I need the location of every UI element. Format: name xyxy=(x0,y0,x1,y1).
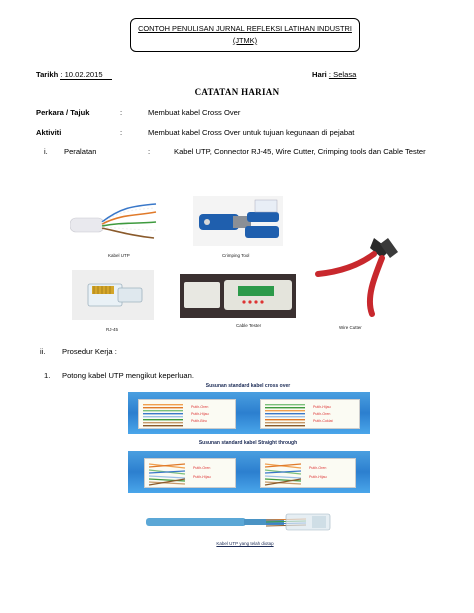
stripped-cable-image xyxy=(146,508,336,536)
step-1-number: 1. xyxy=(44,371,51,380)
svg-text:Putih-Oren: Putih-Oren xyxy=(313,412,331,416)
header-line-1: CONTOH PENULISAN JURNAL REFLEKSI LATIHAN INDUSTRI xyxy=(138,24,352,33)
straight-left-card xyxy=(144,458,236,488)
peralatan-number: i. xyxy=(44,147,48,156)
perkara-label: Perkara / Tajuk xyxy=(36,108,90,117)
caption-cutter: Wire Cutter xyxy=(339,325,362,330)
aktiviti-value: Membuat kabel Cross Over untuk tujuan kegunaan di pejabat xyxy=(148,128,355,137)
crossover-diagram xyxy=(128,392,370,434)
step-1-text: Potong kabel UTP mengikut keperluan. xyxy=(62,371,194,380)
wire-cutter-image xyxy=(312,232,408,320)
svg-text:Putih-Hijau: Putih-Hijau xyxy=(313,405,331,409)
rj45-image xyxy=(72,270,154,320)
svg-text:Putih-Oren: Putih-Oren xyxy=(309,466,327,470)
hari-label: Hari xyxy=(312,70,327,79)
peralatan-colon: : xyxy=(148,147,151,156)
peralatan-value: Kabel UTP, Connector RJ-45, Wire Cutter, Crimping tools dan Cable Tester xyxy=(174,147,426,156)
utp-cable-image xyxy=(70,198,158,248)
aktiviti-label: Aktiviti xyxy=(36,128,62,137)
hari-value: : Selasa xyxy=(328,70,357,79)
svg-text:Putih-Coklat: Putih-Coklat xyxy=(313,419,333,423)
caption-tester: Cable Tester xyxy=(236,323,262,328)
crimping-tool-image xyxy=(193,196,283,246)
caption-rj45: RJ-45 xyxy=(106,327,119,332)
perkara-value: Membuat kabel Cross Over xyxy=(148,108,241,117)
header-line-2: (JTMK) xyxy=(232,36,258,45)
prosedur-label: Prosedur Kerja : xyxy=(62,347,117,356)
prosedur-number: ii. xyxy=(40,347,46,356)
perkara-colon: : xyxy=(120,108,123,117)
figure-caption-bottom: Kabel UTP yang telah diotap xyxy=(216,541,274,546)
crossover-right-card xyxy=(260,399,360,429)
hari-row xyxy=(312,70,356,79)
header-box xyxy=(130,18,360,52)
page-title: CATATAN HARIAN xyxy=(194,87,280,97)
tarikh-label: Tarikh xyxy=(36,70,59,79)
caption-crimping: Crimping Tool xyxy=(222,253,250,258)
svg-text:Putih-Biru: Putih-Biru xyxy=(191,419,207,423)
figure-title-cross: Susunan standard kabel cross over xyxy=(205,383,291,389)
peralatan-label: Peralatan xyxy=(64,147,97,156)
svg-text:Putih-Hijau: Putih-Hijau xyxy=(193,475,211,479)
svg-text:Putih-Hijau: Putih-Hijau xyxy=(309,475,327,479)
cable-tester-image xyxy=(180,274,296,318)
svg-text:Putih-Hijau: Putih-Hijau xyxy=(191,412,209,416)
straight-right-card xyxy=(260,458,356,488)
caption-utp: Kabel UTP xyxy=(108,253,130,258)
svg-text:Putih-Oren: Putih-Oren xyxy=(193,466,211,470)
aktiviti-colon: : xyxy=(120,128,123,137)
crossover-left-card xyxy=(138,399,236,429)
svg-text:Putih-Oren: Putih-Oren xyxy=(191,405,209,409)
figure-title-straight: Susunan standard kabel Straight through xyxy=(198,440,298,446)
tarikh-row xyxy=(36,70,112,80)
straight-through-diagram xyxy=(128,451,370,493)
tarikh-value: : 10.02.2015 xyxy=(60,70,112,80)
